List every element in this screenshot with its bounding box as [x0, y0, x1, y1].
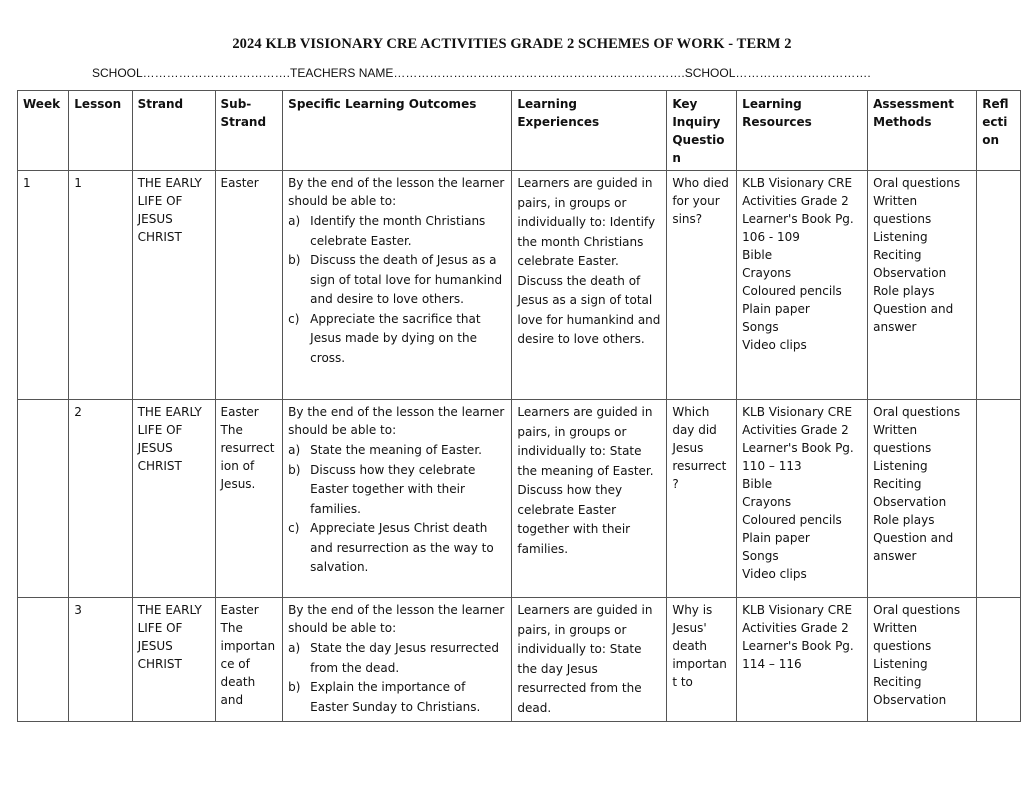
learning-resources-cell — [737, 171, 868, 400]
outcome-text: Discuss the death of Jesus as a sign of total love for humankind and desire to love others. — [310, 253, 503, 306]
school-teacher-line: SCHOOL……………………………….TEACHERS NAME……………………………………………………………….SCHOOL……………………………. — [92, 66, 871, 80]
learning-experiences-cell: Learners are guided in pairs, in groups or individually to: State the meaning of Easter. Discuss how they celebrate Easter together with their families. — [512, 400, 667, 598]
assessment-item: Reciting — [873, 675, 922, 689]
assessment-item: Observation — [873, 495, 947, 509]
header-lesson: Lesson — [69, 91, 132, 171]
reflection-cell — [977, 598, 1021, 722]
outcome-text: Appreciate the sacrifice that Jesus made by dying on the cross. — [310, 311, 481, 365]
outcomes-list — [288, 441, 506, 578]
outcome-text: Discuss how they celebrate Easter together with their families. — [310, 462, 476, 516]
outcome-marker: c) — [288, 521, 300, 535]
resource-item: KLB Visionary CRE Activities Grade 2 Learner's Book Pg. 110 – 113 — [742, 405, 854, 473]
header-strand: Strand — [132, 91, 215, 171]
learning-resources-cell — [737, 598, 868, 722]
resource-item: Plain paper — [742, 302, 810, 316]
table-row — [18, 598, 1021, 722]
reflection-cell — [977, 400, 1021, 598]
outcome-marker: b) — [288, 680, 301, 694]
page-title: 2024 KLB VISIONARY CRE ACTIVITIES GRADE 2 SCHEMES OF WORK - TERM 2 — [232, 36, 792, 52]
assessment-item: Question and answer — [873, 302, 954, 334]
resource-item: KLB Visionary CRE Activities Grade 2 Learner's Book Pg. 106 - 109 — [742, 176, 854, 244]
outcome-text: Identify the month Christians celebrate Easter. — [310, 214, 486, 248]
outcome-item — [288, 461, 506, 520]
outcome-marker: a) — [288, 214, 301, 228]
assessment-item: Listening — [873, 230, 928, 244]
reflection-cell — [977, 171, 1021, 400]
scheme-of-work-table — [17, 90, 1021, 722]
resource-item: Video clips — [742, 338, 807, 352]
assessment-item: Written questions — [873, 194, 932, 226]
outcomes-intro: By the end of the lesson the learner should be able to: — [288, 603, 505, 635]
resource-item: Plain paper — [742, 531, 810, 545]
week-cell — [18, 598, 69, 722]
resource-item: Songs — [742, 549, 779, 563]
resource-item: Bible — [742, 477, 773, 491]
header-week: Week — [18, 91, 69, 171]
header-learning-experiences: Learning Experiences — [512, 91, 667, 171]
specific-learning-outcomes-cell — [283, 598, 512, 722]
outcome-text: State the day Jesus resurrected from the dead. — [310, 641, 499, 675]
assessment-methods-cell — [868, 598, 977, 722]
outcome-text: Explain the importance of Easter Sunday to Christians. — [310, 680, 481, 714]
outcomes-intro: By the end of the lesson the learner should be able to: — [288, 405, 505, 437]
outcome-item — [288, 212, 506, 251]
assessment-item: Role plays — [873, 513, 935, 527]
assessment-item: Observation — [873, 266, 947, 280]
header-key-inquiry-question: Key Inquiry Question — [667, 91, 737, 171]
table-row — [18, 400, 1021, 598]
specific-learning-outcomes-cell — [283, 171, 512, 400]
header-specific-learning-outcomes: Specific Learning Outcomes — [283, 91, 512, 171]
learning-experiences-cell: Learners are guided in pairs, in groups or individually to: State the day Jesus resurrected from the dead. — [512, 598, 667, 722]
assessment-methods-cell — [868, 400, 977, 598]
assessment-item: Question and answer — [873, 531, 954, 563]
header-learning-resources: Learning Resources — [737, 91, 868, 171]
resource-item: Crayons — [742, 266, 792, 280]
lesson-cell: 2 — [69, 400, 132, 598]
assessment-item: Listening — [873, 459, 928, 473]
table-row — [18, 171, 1021, 400]
outcomes-intro: By the end of the lesson the learner should be able to: — [288, 176, 505, 208]
assessment-item: Role plays — [873, 284, 935, 298]
outcome-item — [288, 519, 506, 578]
sub-strand-cell: Easter — [215, 171, 283, 400]
resource-item: Coloured pencils — [742, 513, 842, 527]
assessment-methods-cell — [868, 171, 977, 400]
week-cell: 1 — [18, 171, 69, 400]
learning-resources-cell — [737, 400, 868, 598]
outcome-marker: a) — [288, 443, 301, 457]
week-cell — [18, 400, 69, 598]
strand-cell: THE EARLY LIFE OF JESUS CHRIST — [132, 400, 215, 598]
outcome-item — [288, 639, 506, 678]
key-inquiry-question-cell: Who died for your sins? — [667, 171, 737, 400]
outcomes-list — [288, 212, 506, 368]
assessment-item: Oral questions — [873, 603, 961, 617]
outcome-marker: c) — [288, 311, 300, 326]
outcome-item — [288, 678, 506, 717]
outcome-item — [288, 441, 506, 461]
lesson-cell: 1 — [69, 171, 132, 400]
assessment-item: Observation — [873, 693, 947, 707]
assessment-item: Written questions — [873, 621, 932, 653]
resource-item: Coloured pencils — [742, 284, 842, 298]
header-reflection: Reflection — [977, 91, 1021, 171]
resource-item: Bible — [742, 248, 773, 262]
strand-cell: THE EARLY LIFE OF JESUS CHRIST — [132, 171, 215, 400]
assessment-item: Oral questions — [873, 405, 961, 419]
outcome-text: State the meaning of Easter. — [310, 443, 482, 457]
outcome-item — [288, 310, 506, 369]
specific-learning-outcomes-cell — [283, 400, 512, 598]
outcome-marker: a) — [288, 641, 301, 655]
header-assessment-methods: Assessment Methods — [868, 91, 977, 171]
strand-cell: THE EARLY LIFE OF JESUS CHRIST — [132, 598, 215, 722]
outcome-item — [288, 251, 506, 310]
assessment-item: Written questions — [873, 423, 932, 455]
lesson-cell: 3 — [69, 598, 132, 722]
resource-item: Video clips — [742, 567, 807, 581]
key-inquiry-question-cell: Which day did Jesus resurrect ? — [667, 400, 737, 598]
assessment-item: Listening — [873, 657, 928, 671]
learning-experiences-cell: Learners are guided in pairs, in groups or individually to: Identify the month Christians celebrate Easter. Discuss the death of Jesus as a sign of total love for humankind and desire to love others. — [512, 171, 667, 400]
resource-item: Songs — [742, 320, 779, 334]
resource-item: Crayons — [742, 495, 792, 509]
outcomes-list — [288, 639, 506, 717]
outcome-text: Appreciate Jesus Christ death and resurrection as the way to salvation. — [310, 521, 494, 574]
assessment-item: Reciting — [873, 477, 922, 491]
assessment-item: Reciting — [873, 248, 922, 262]
assessment-item: Oral questions — [873, 176, 961, 190]
resource-item: KLB Visionary CRE Activities Grade 2 Learner's Book Pg. 114 – 116 — [742, 603, 854, 671]
sub-strand-cell: Easter The resurrection of Jesus. — [215, 400, 283, 598]
sub-strand-cell: Easter The importance of death and — [215, 598, 283, 722]
outcome-marker: b) — [288, 253, 301, 267]
header-sub-strand: Sub-Strand — [215, 91, 283, 171]
key-inquiry-question-cell: Why is Jesus' death important to — [667, 598, 737, 722]
table-header-row — [18, 91, 1021, 171]
outcome-marker: b) — [288, 462, 301, 477]
